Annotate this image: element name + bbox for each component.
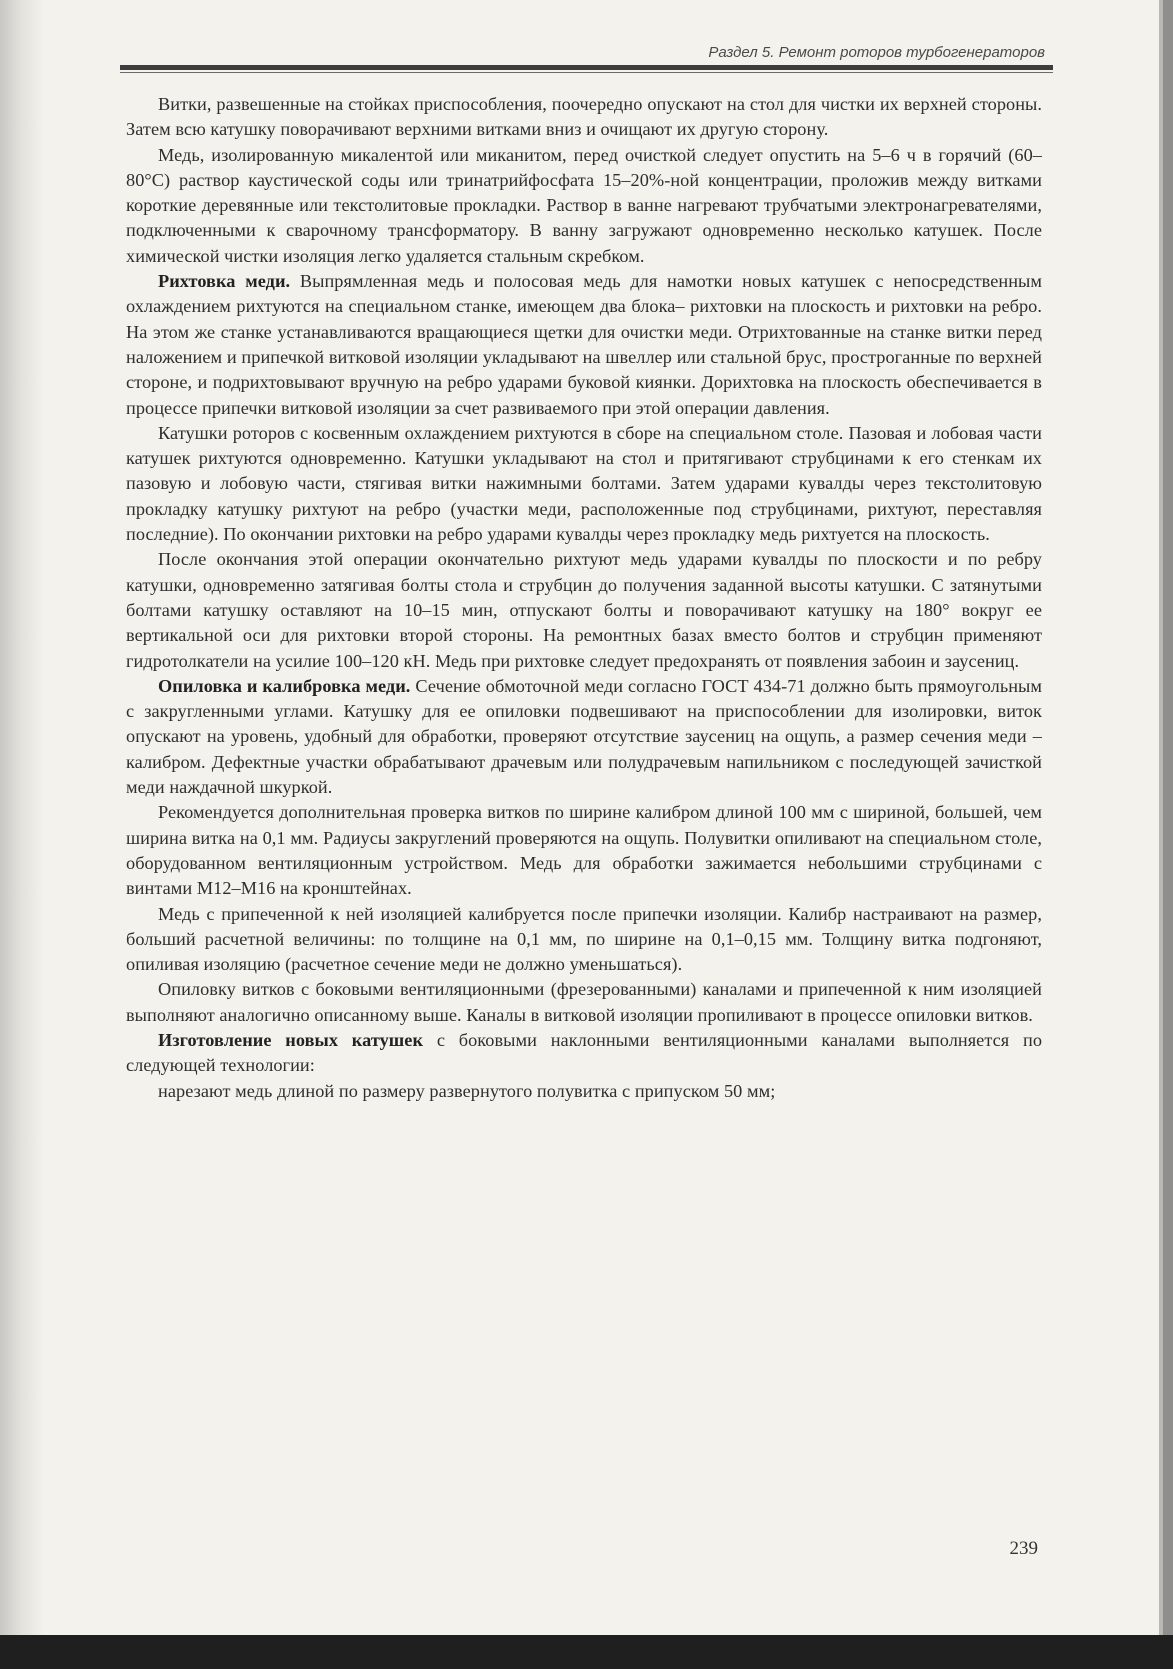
page-number: 239 <box>1009 1538 1038 1559</box>
page-edge <box>1159 0 1173 1669</box>
paragraph: Катушки роторов с косвенным охлаждением рихтуются в сборе на специальном столе. Пазовая и лобовая части катушек рихтуются одновременно. Катушки укладывают на стол и притягивают струбцинами к его стенкам их пазовую и лобовую части, стягивая витки нажимными болтами. Затем ударами кувалды через текстолитовую прокладку катушку рихтуют на ребро (участки меди, расположенные под струбцинами, рихтуют, переставляя последние). По окончании рихтовки на ребро ударами кувалды через прокладку медь рихтуется на плоскость. <box>126 422 1042 545</box>
section-run-in-heading: Опиловка и калибровка меди. <box>158 675 411 696</box>
paragraph: Рихтовка меди. Выпрямленная медь и полосовая медь для намотки новых катушек с непосредственным охлаждением рихтуются на специальном станке, имеющем два блока– рихтовки на плоскость и рихтовки на ребро. На этом же станке устанавливаются вращающиеся щетки для очистки меди. Отрихтованные на станке витки перед наложением и припечкой витковой изоляции укладывают на швеллер или стальной брус, простроганные по верхней стороне, и подрихтовывают вручную на ребро ударами буковой киянки. Дорихтовка на плоскость обеспечивается в процессе припечки витковой изоляции за счет развиваемого при этой операции давления. <box>126 271 1042 418</box>
paragraph: нарезают медь длиной по размеру развернутого полувитка с припуском 50 мм; <box>158 1080 776 1101</box>
paragraph: Изготовление новых катушек с боковыми наклонными вентиляционными каналами выполняется по следующей технологии: <box>126 1029 1043 1076</box>
paragraph: Опиловка и калибровка меди. Сечение обмоточной меди согласно ГОСТ 434-71 должно быть прямоугольным с закругленными углами. Катушку для ее опиловки подвешивают на приспособлении для изолировки, виток опускают на уровень, удобный для обработки, проверяют отсутствие заусениц на ощупь, а размер сечения меди – калибром. Дефектные участки обрабатывают драчевым или полудрачевым напильником с последующей зачисткой меди наждачной шкуркой. <box>126 675 1042 798</box>
paragraph: Опиловку витков с боковыми вентиляционными (фрезерованными) каналами и припеченной к ним изоляцией выполняют аналогично описанному выше. Каналы в витковой изоляции пропиливают в процессе опиловки витков. <box>126 979 1042 1025</box>
header-rule-thin <box>120 72 1053 73</box>
running-title: Раздел 5. Ремонт роторов турбогенераторов <box>708 44 1045 61</box>
paragraph: Медь, изолированную микалентой или миканитом, перед очисткой следует опустить на 5–6 ч в горячий (60–80°С) раствор каустической соды или тринатрийфосфата 15–20%-ной концентрации, проложив между витками короткие деревянные или текстолитовые прокладки. Раствор в ванне нагревают трубчатыми электронагревателями, подключенными к сварочному трансформатору. В ванну загружают одновременно несколько катушек. После химической чистки изоляция легко удаляется стальным скребком. <box>126 144 1042 266</box>
paragraph: Медь с припеченной к ней изоляцией калибруется после припечки изоляции. Калибр настраивают на размер, больший расчетной величины: по толщине на 0,1 мм, по ширине на 0,1–0,15 мм. Толщину витка подгоняют, опиливая изоляцию (расчетное сечение меди не должно уменьшаться). <box>126 903 1042 975</box>
binding-shadow <box>0 0 44 1669</box>
section-run-in-heading: Рихтовка меди. <box>158 271 291 292</box>
header-rule <box>120 65 1053 70</box>
paragraph: После окончания этой операции окончательно рихтуют медь ударами кувалды по плоскости и по ребру катушки, одновременно затягивая болты стола и струбцин до получения заданной высоты катушки. С затянутыми болтами катушку оставляют на 10–15 мин, отпускают болты и поворачивают катушку на 180° вокруг ее вертикальной оси для рихтовки второй стороны. На ремонтных базах вместо болтов и струбцин применяют гидротолкатели на усилие 100–120 кН. Медь при рихтовке следует предохранять от появления забоин и заусениц. <box>126 549 1042 671</box>
running-header <box>120 43 1053 73</box>
paragraph: Витки, развешенные на стойках приспособления, поочередно опускают на стол для чистки их верхней стороны. Затем всю катушку поворачивают верхними витками вниз и очищают их другую сторону. <box>126 94 1042 140</box>
body-text <box>126 92 1042 1104</box>
scan-border <box>0 1635 1173 1669</box>
paragraph: Рекомендуется дополнительная проверка витков по ширине калибром длиной 100 мм с шириной, большей, чем ширина витка на 0,1 мм. Радиусы закруглений проверяются на ощупь. Полувитки опиливают на специальном столе, оборудованном вентиляционным устройством. Медь для обработки зажимается небольшими струбцинами с винтами М12–М16 на кронштейнах. <box>126 802 1042 899</box>
section-run-in-heading: Изготовление новых катушек <box>158 1029 424 1050</box>
